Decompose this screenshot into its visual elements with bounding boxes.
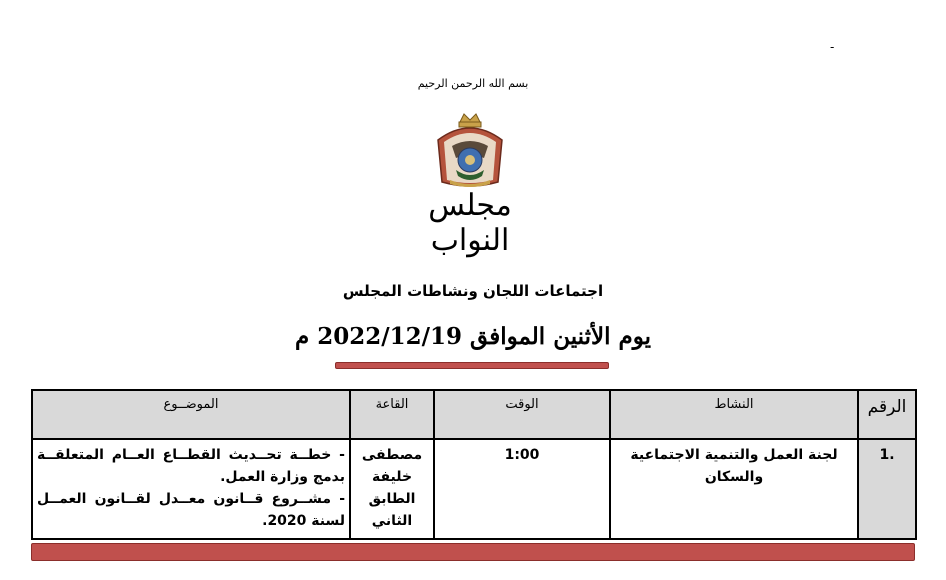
cell-subject (32, 439, 350, 539)
cell-hall: مصطفى خليفة الطابق الثاني (350, 439, 434, 539)
cell-time: 1:00 (434, 439, 610, 539)
header-subject: الموضــوع (32, 390, 350, 439)
parliament-logo-text: مجلس النواب (428, 188, 512, 258)
header-time: الوقت (434, 390, 610, 439)
header-hall: القاعة (350, 390, 434, 439)
subject-item: - خطــة تحــديث القطــاع العــام المتعلقــة بدمج وزارة العمل. (37, 447, 345, 485)
cell-activity: لجنة العمل والتنمية الاجتماعية والسكان (610, 439, 858, 539)
subject-item: - مشــروع قــانون معــدل لقــانون العمــل لسنة 2020. (37, 491, 345, 529)
coat-of-arms-icon (430, 110, 510, 190)
basmala-text: بسم الله الرحمن الرحيم (417, 77, 529, 90)
schedule-table (31, 389, 917, 540)
bottom-decorative-bar (31, 543, 915, 561)
table-header-row (32, 390, 916, 439)
corner-mark: - (830, 40, 835, 54)
table-row (32, 439, 916, 539)
header-number: الرقم (858, 390, 916, 439)
cell-number: .1 (858, 439, 916, 539)
date-line: يوم الأثنين الموافق 2022/12/19 م (294, 323, 652, 350)
date-underline-bar (335, 362, 609, 369)
header-activity: النشاط (610, 390, 858, 439)
page-title: اجتماعات اللجان ونشاطات المجلس (342, 282, 604, 300)
